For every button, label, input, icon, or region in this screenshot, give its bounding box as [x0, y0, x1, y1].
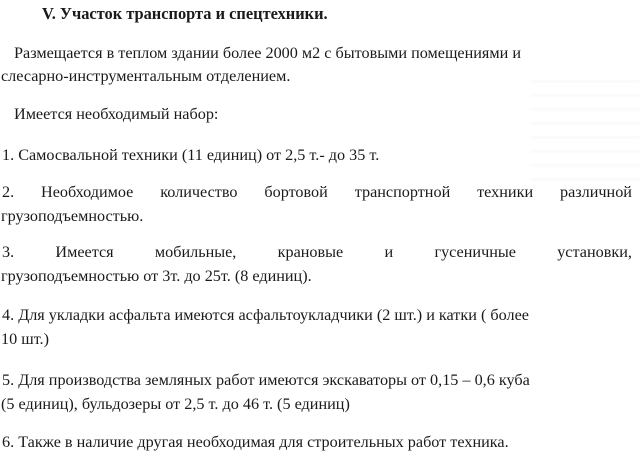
- item-5-line-1: 5. Для производства земляных работ имеются экскаваторы от 0,15 – 0,6 куба: [2, 371, 530, 389]
- item-3-line-2: грузоподъемностью от 3т. до 25т. (8 единиц).: [1, 267, 312, 285]
- available-label: Имеется необходимый набор:: [14, 105, 219, 123]
- item-2-word: различной: [559, 183, 632, 201]
- item-5-line-2: (5 единиц), бульдозеры от 2,5 т. до 46 т. (5 единиц): [1, 395, 350, 413]
- item-1-line-1: 1. Самосвальной техники (11 единиц) от 2,5 т.- до 35 т.: [2, 146, 380, 164]
- section-title: V. Участок транспорта и спецтехники.: [42, 4, 328, 23]
- item-2-word: бортовой: [264, 183, 328, 201]
- item-3-word: крановые: [277, 243, 344, 261]
- item-6-line-1: 6. Также в наличие другая необходимая для строительных работ техника.: [2, 433, 509, 451]
- item-3-word: 3.: [2, 243, 15, 261]
- item-3-word: мобильные,: [154, 243, 237, 261]
- item-3-word: гусеничные: [434, 243, 516, 261]
- item-2-line-2: грузоподъемностью.: [1, 207, 144, 225]
- item-4-line-2: 10 шт.): [1, 330, 49, 348]
- intro-line-1: Размещается в теплом здании более 2000 м2 с бытовыми помещениями и: [14, 44, 521, 62]
- item-2-word: 2.: [2, 183, 15, 201]
- item-2-word: техники: [477, 183, 534, 201]
- item-2-line-1: [2, 182, 632, 202]
- item-3-line-1: [2, 242, 632, 262]
- item-3-word: Имеется: [55, 243, 114, 261]
- item-4-line-1: 4. Для укладки асфальта имеются асфальтоукладчики (2 шт.) и катки ( более: [2, 306, 529, 324]
- intro-line-2: слесарно-инструментальным отделением.: [1, 67, 291, 85]
- item-2-word: транспортной: [354, 183, 451, 201]
- item-2-word: количество: [160, 183, 238, 201]
- item-3-word: и: [384, 243, 394, 261]
- item-3-word: установки,: [557, 243, 632, 261]
- scan-bleed-through: [530, 70, 640, 180]
- item-2-word: Необходимое: [41, 183, 134, 201]
